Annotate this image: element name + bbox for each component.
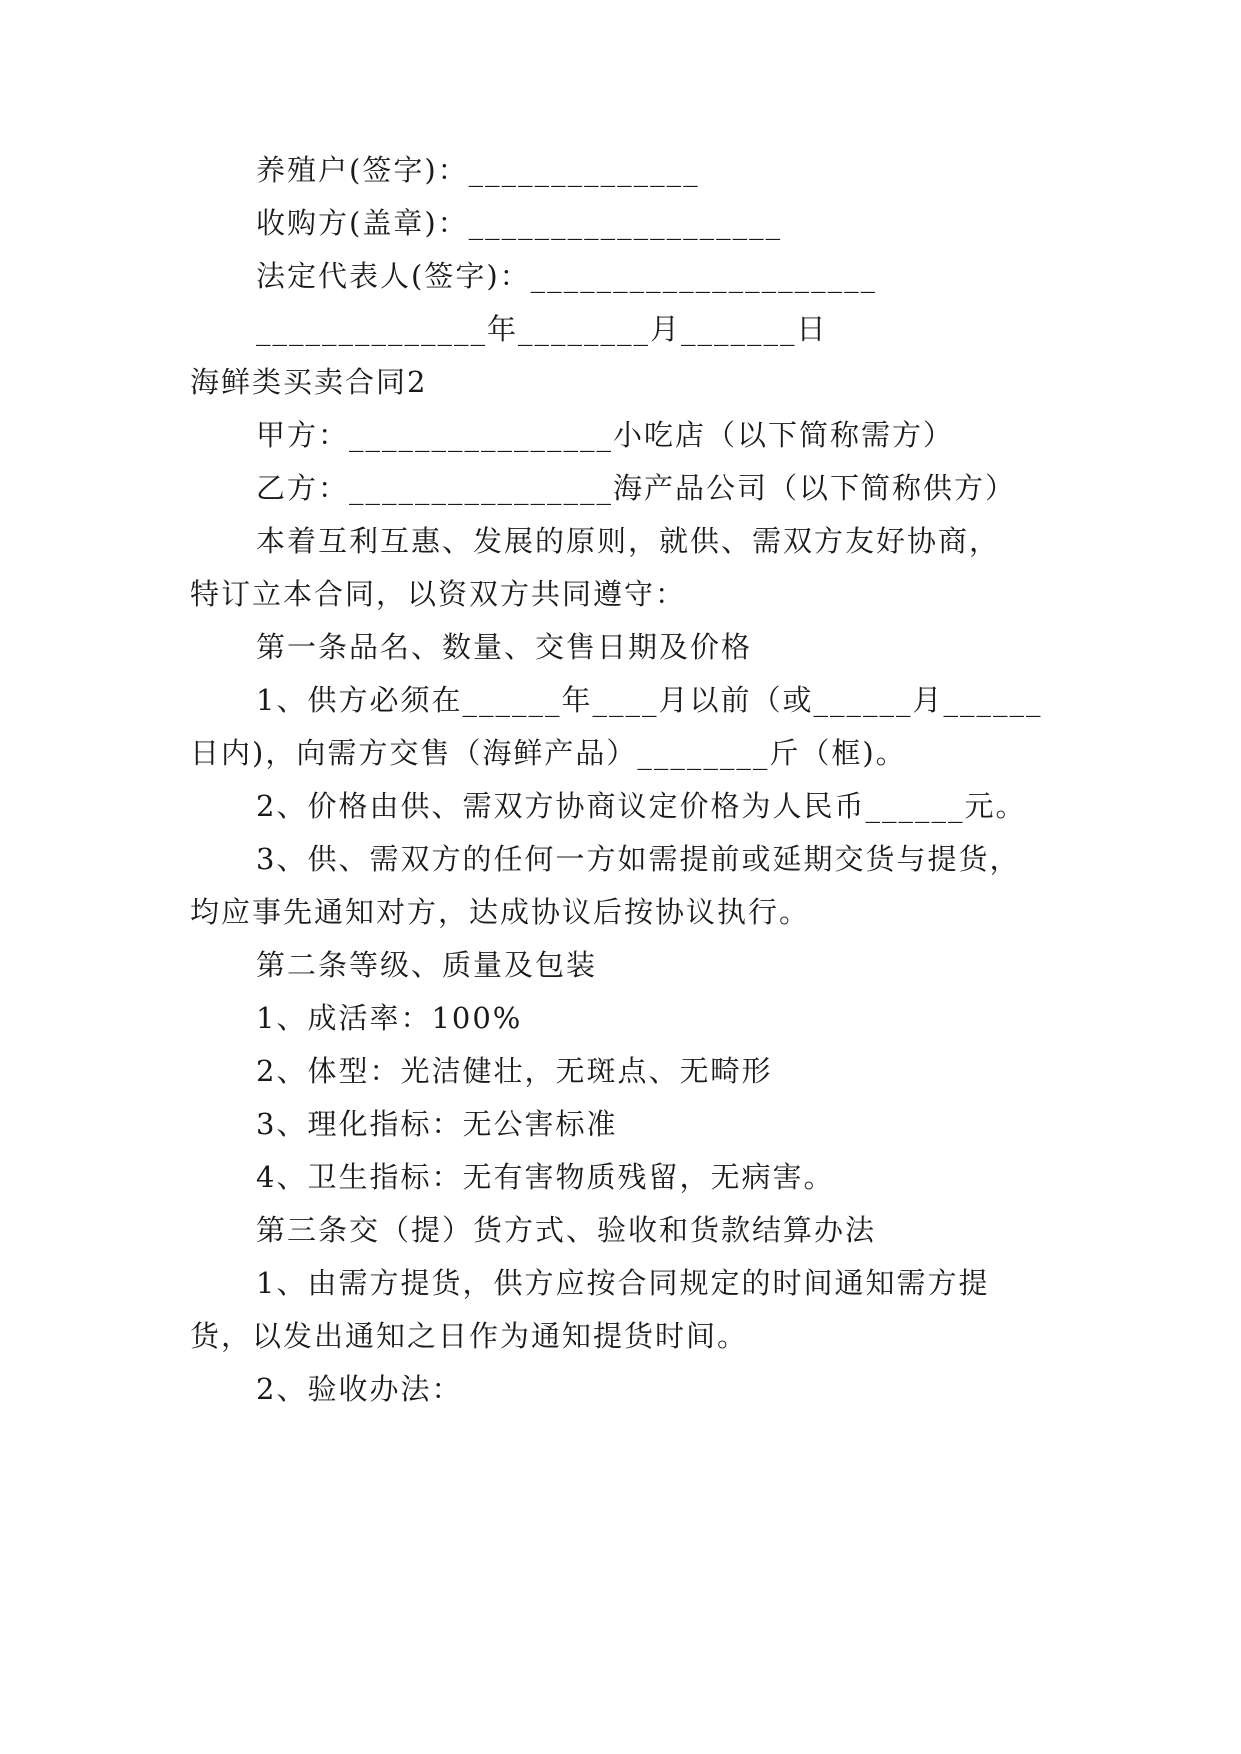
article-2-heading: 第二条等级、质量及包装 <box>256 948 598 982</box>
article-1-item-2: 2、价格由供、需双方协商议定价格为人民币______元。 <box>256 789 1027 823</box>
article-2-item-4: 4、卫生指标：无有害物质残留，无病害。 <box>256 1160 835 1194</box>
legal-rep-signature-line: 法定代表人(签字)：_____________________ <box>256 259 878 293</box>
preamble-line-1: 本着互利互惠、发展的原则，就供、需双方友好协商， <box>256 524 1001 558</box>
article-1-item-1-line-2: 日内)，向需方交售（海鲜产品）________斤（框)。 <box>190 736 907 770</box>
party-b-line: 乙方：________________海产品公司（以下简称供方） <box>256 471 1017 505</box>
article-3-heading: 第三条交（提）货方式、验收和货款结算办法 <box>256 1213 877 1247</box>
article-1-item-1-line-1: 1、供方必须在______年____月以前（或______月______ <box>256 683 1043 717</box>
article-1-heading: 第一条品名、数量、交售日期及价格 <box>256 630 753 664</box>
farmer-signature-line: 养殖户(签字)：______________ <box>256 153 700 187</box>
article-3-item-2: 2、验收办法： <box>256 1372 463 1406</box>
article-3-item-1-line-1: 1、由需方提货，供方应按合同规定的时间通知需方提 <box>256 1266 990 1300</box>
article-3-item-1-line-2: 货，以发出通知之日作为通知提货时间。 <box>190 1319 749 1353</box>
date-line: ______________年________月_______日 <box>256 312 828 346</box>
article-2-item-3: 3、理化指标：无公害标准 <box>256 1107 618 1141</box>
contract-title: 海鲜类买卖合同2 <box>190 365 428 399</box>
party-a-line: 甲方：________________小吃店（以下简称需方） <box>256 418 955 452</box>
buyer-seal-line: 收购方(盖章)：___________________ <box>256 206 783 240</box>
article-1-item-3-line-2: 均应事先通知对方，达成协议后按协议执行。 <box>190 895 811 929</box>
article-2-item-1: 1、成活率：100% <box>256 1001 523 1035</box>
article-1-item-3-line-1: 3、供、需双方的任何一方如需提前或延期交货与提货， <box>256 842 1021 876</box>
article-2-item-2: 2、体型：光洁健壮，无斑点、无畸形 <box>256 1054 773 1088</box>
preamble-line-2: 特订立本合同，以资双方共同遵守： <box>190 577 687 611</box>
